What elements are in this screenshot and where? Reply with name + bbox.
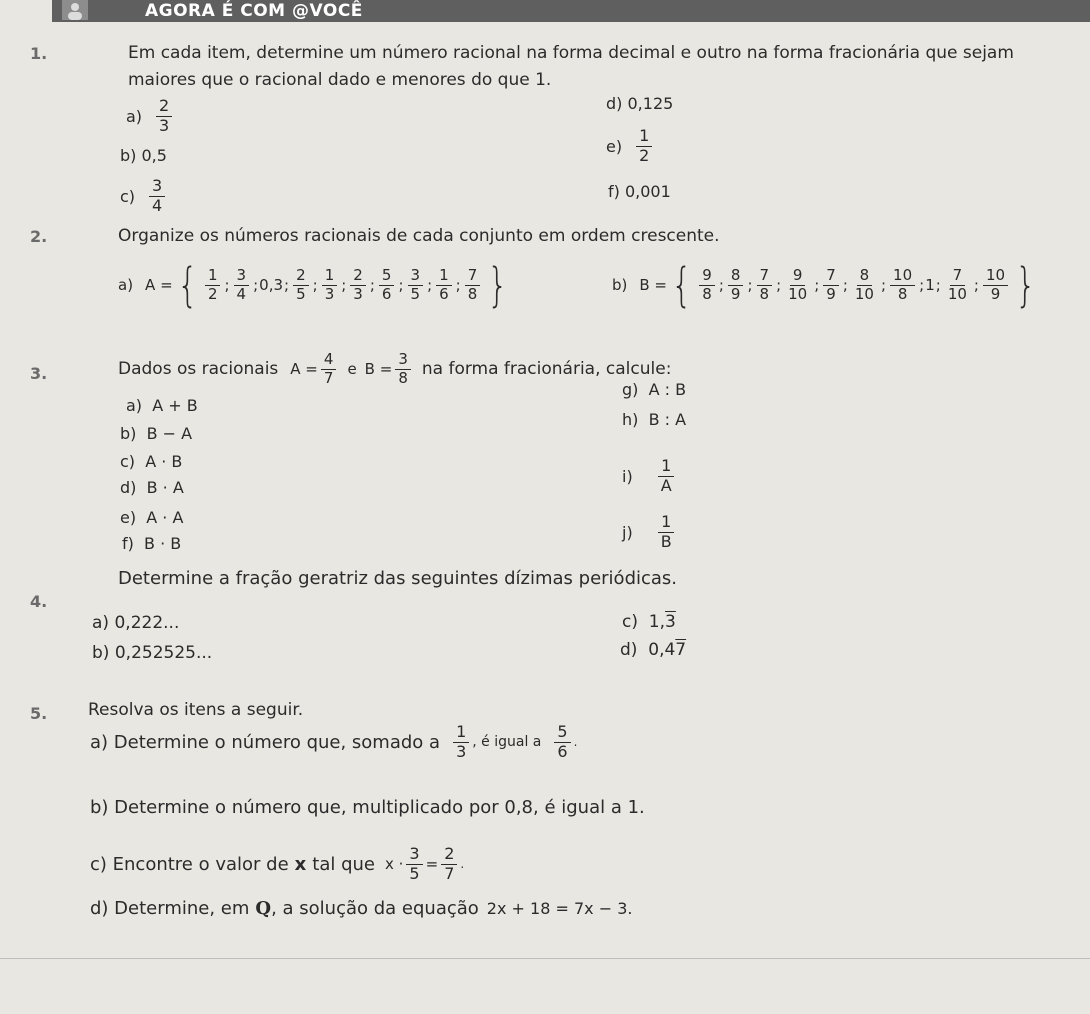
separator: ;: [341, 276, 347, 294]
item-label: a): [118, 276, 134, 294]
fraction: [234, 265, 250, 303]
q3-item-j: [622, 514, 678, 551]
fraction: [441, 843, 457, 883]
numerator: 1: [205, 268, 221, 286]
numerator: 1: [322, 268, 338, 286]
q3-item-e: [120, 508, 183, 527]
item-a-end: .: [573, 735, 578, 749]
numerator: 9: [790, 268, 806, 286]
item-expression: B : A: [648, 410, 687, 429]
question-5-text: Resolva os itens a seguir.: [88, 700, 304, 720]
fraction: [699, 265, 715, 303]
set-b: [612, 258, 1040, 312]
numerator: 1: [658, 514, 674, 533]
numerator: 9: [699, 268, 715, 286]
numerator: 3: [149, 178, 165, 197]
denominator: 3: [159, 115, 170, 135]
question-1-number: 1.: [30, 44, 48, 63]
denominator: 10: [854, 284, 874, 303]
numerator: 3: [408, 268, 424, 286]
item-expression: B − A: [146, 424, 193, 443]
separator: ;: [919, 276, 925, 294]
fraction: [983, 265, 1008, 303]
item-expression: A + B: [152, 396, 198, 415]
fraction: [379, 265, 395, 303]
fraction: [945, 265, 970, 303]
fraction: [406, 843, 422, 883]
separator: ;: [747, 276, 753, 294]
separator: ;: [776, 276, 782, 294]
fraction: [408, 265, 424, 303]
q4-item-d: [620, 640, 686, 660]
item-label: d): [620, 640, 638, 660]
numerator: 5: [379, 268, 395, 286]
separator: ;: [312, 276, 318, 294]
item-c-mid: tal que: [312, 853, 375, 875]
item-a-mid: , é igual a: [472, 734, 542, 750]
q1-item-e: [606, 128, 655, 165]
q3-item-a: [126, 396, 198, 415]
variable-x: x: [294, 853, 307, 875]
denominator: 3: [456, 741, 467, 761]
numerator: 1: [453, 724, 469, 743]
item-c-end: .: [460, 857, 465, 871]
separator: ;: [284, 276, 290, 294]
item-label: a): [126, 396, 143, 415]
separator: ;: [224, 276, 230, 294]
item-label: g): [622, 380, 639, 399]
fraction: [293, 265, 309, 303]
fraction: [205, 265, 221, 303]
item-label: h): [622, 410, 639, 429]
equation: 2x + 18 = 7x − 3.: [486, 899, 633, 918]
fraction: [636, 128, 652, 165]
separator: ;: [253, 276, 259, 294]
numerator: 3: [406, 846, 422, 865]
item-expression: A : B: [648, 380, 687, 399]
item-label: f): [608, 182, 620, 201]
denominator: 8: [759, 284, 770, 303]
denominator: 9: [826, 284, 836, 303]
denominator: 8: [897, 284, 908, 303]
numerator: 2: [293, 268, 309, 286]
page-divider: [0, 958, 1090, 959]
q1-item-f: [608, 182, 671, 201]
numerator: 2: [350, 268, 366, 286]
separator: ;: [369, 276, 375, 294]
denominator: 4: [236, 284, 247, 303]
q5-item-b: b) Determine o número que, multiplicado por 0,8, é igual a 1.: [90, 797, 645, 818]
question-2-number: 2.: [30, 227, 48, 246]
fraction: [149, 178, 165, 215]
item-d-mid: , a solução da equação: [271, 898, 479, 919]
denominator: 5: [409, 863, 420, 883]
q4-item-a: [92, 613, 179, 633]
denominator: 4: [152, 195, 163, 215]
numerator: 7: [823, 268, 839, 286]
item-value: 0,5: [141, 146, 167, 165]
decimal-integer-part: 0,4: [648, 640, 676, 660]
item-label: a): [92, 613, 110, 633]
numerator: 3: [395, 352, 411, 370]
numerator: 10: [890, 268, 915, 286]
item-c-text: c) Encontre o valor de: [90, 853, 289, 875]
denominator: B: [660, 531, 672, 551]
denominator: 8: [398, 368, 408, 387]
denominator: 10: [947, 284, 967, 303]
denominator: 2: [639, 145, 650, 165]
item-label: a): [126, 106, 143, 126]
q1-item-d: [606, 94, 673, 113]
separator: ;: [398, 276, 404, 294]
denominator: 5: [410, 284, 421, 303]
set-a: [118, 258, 513, 312]
item-label: d): [120, 478, 137, 497]
question-3-number: 3.: [30, 364, 48, 383]
question-5-number: 5.: [30, 704, 48, 723]
denominator: 3: [324, 284, 335, 303]
denominator: 3: [353, 284, 363, 303]
q4-item-b: [92, 643, 212, 663]
numerator: 4: [321, 352, 337, 370]
question-2-text: Organize os números racionais de cada conjunto em ordem crescente.: [118, 226, 720, 246]
denominator: A: [660, 475, 672, 495]
numerator: 5: [554, 724, 570, 743]
item-expression: A · A: [146, 508, 184, 527]
fraction: [757, 265, 773, 303]
set-name: A =: [145, 276, 173, 294]
item-label: e): [606, 136, 623, 156]
denominator: 8: [702, 284, 712, 303]
item-label: c): [622, 612, 638, 632]
fraction: [890, 265, 915, 303]
fraction: [322, 265, 338, 303]
item-label: c): [120, 452, 136, 471]
section-title: AGORA É COM @VOCÊ: [145, 1, 363, 21]
separator: ;: [880, 276, 887, 294]
denominator: 7: [323, 368, 334, 387]
repeating-digit: 3: [665, 612, 676, 632]
decimal-integer-part: 1,: [648, 612, 666, 632]
item-label: b): [120, 424, 137, 443]
item-expression: B · B: [144, 534, 182, 553]
var-b-eq: B =: [364, 360, 393, 378]
item-a-text: a) Determine o número que, somado a: [90, 731, 441, 753]
item-value: 0,252525...: [114, 643, 213, 663]
var-a-eq: A =: [290, 360, 318, 378]
repeating-digit: 7: [675, 640, 687, 660]
q1-item-b: [120, 146, 167, 165]
fraction: [852, 265, 877, 303]
denominator: 6: [557, 741, 568, 761]
fraction: [728, 265, 744, 303]
q3-item-g: [622, 380, 686, 399]
fraction: [436, 265, 452, 303]
numerator: 1: [636, 128, 652, 147]
set-value: 1: [925, 276, 935, 294]
fraction: [465, 265, 481, 303]
question-3-statement: [118, 345, 671, 393]
q3-item-b: [120, 424, 192, 443]
separator: ;: [935, 276, 941, 294]
equals-sign: =: [425, 855, 439, 873]
denominator: 8: [467, 284, 478, 303]
q4-item-c: [622, 612, 676, 632]
fraction: [554, 721, 570, 761]
q5-item-a: [90, 716, 577, 768]
item-expression: B · A: [146, 478, 184, 497]
rational-set-symbol: Q: [255, 898, 272, 919]
denominator: 6: [439, 284, 449, 303]
numerator: 7: [950, 268, 966, 286]
item-label: b): [612, 276, 628, 294]
conjunction: e: [347, 360, 357, 378]
numerator: 8: [728, 268, 744, 286]
fraction-b: [395, 349, 411, 387]
separator: ;: [427, 276, 433, 294]
item-label: b): [92, 643, 110, 663]
denominator: 9: [990, 284, 1001, 303]
denominator: 7: [444, 863, 455, 883]
q1-item-c: [120, 178, 168, 215]
item-value: 0,222...: [114, 613, 180, 633]
set-a-elements: [202, 265, 483, 303]
separator: ;: [814, 276, 820, 294]
fraction: [785, 265, 810, 303]
separator: ;: [455, 276, 461, 294]
close-brace: }: [1015, 258, 1036, 312]
denominator: 9: [730, 284, 741, 303]
fraction: [350, 265, 366, 303]
numerator: 2: [156, 98, 172, 117]
item-c-expr: x ·: [385, 855, 404, 873]
fraction: [823, 265, 839, 303]
item-label: i): [622, 466, 633, 486]
q3-item-d: [120, 478, 184, 497]
fraction: [453, 721, 469, 761]
numerator: 1: [658, 458, 674, 477]
open-brace: {: [671, 258, 692, 312]
close-brace: }: [487, 258, 509, 312]
question-1-text-line2: maiores que o racional dado e menores do que 1.: [128, 70, 552, 90]
separator: ;: [718, 276, 724, 294]
q5-item-c: [90, 838, 464, 890]
question-1-text-line1: Em cada item, determine um número racional na forma decimal e outro na forma fracionária que sejam: [128, 43, 1014, 63]
denominator: 2: [207, 284, 218, 303]
item-value: 0,001: [624, 182, 671, 201]
separator: ;: [973, 276, 979, 294]
item-label: b): [120, 146, 137, 165]
q5-item-d: [90, 898, 632, 919]
set-b-elements: [696, 265, 1011, 303]
q3-item-i: [622, 458, 678, 495]
q1-item-a: [126, 98, 175, 135]
numerator: 7: [757, 268, 773, 286]
numerator: 2: [441, 846, 457, 865]
open-brace: {: [177, 258, 198, 312]
q3-item-c: [120, 452, 182, 471]
set-value: 0,3: [259, 276, 284, 294]
item-label: e): [120, 508, 137, 527]
question-4-number: 4.: [30, 592, 48, 611]
set-name: B =: [639, 276, 668, 294]
denominator: 10: [788, 284, 808, 303]
q3-item-f: [122, 534, 181, 553]
denominator: 6: [381, 284, 392, 303]
q3-item-h: [622, 410, 686, 429]
question-4-text: Determine a fração geratriz das seguintes dízimas periódicas.: [118, 568, 678, 589]
fraction: [658, 514, 675, 551]
item-label: j): [622, 522, 633, 542]
question-3-text-post: na forma fracionária, calcule:: [421, 359, 672, 379]
numerator: 1: [436, 268, 452, 286]
item-expression: A · B: [145, 452, 183, 471]
fraction: [658, 458, 675, 495]
question-3-text-pre: Dados os racionais: [118, 359, 279, 379]
item-value: 0,125: [627, 94, 674, 113]
numerator: 10: [983, 268, 1008, 286]
item-label: f): [122, 534, 134, 553]
separator: ;: [842, 276, 848, 294]
denominator: 5: [296, 284, 306, 303]
person-icon: [62, 0, 88, 20]
numerator: 8: [857, 268, 873, 286]
numerator: 7: [465, 268, 481, 286]
item-d-text: d) Determine, em: [90, 898, 250, 919]
fraction: [156, 98, 172, 135]
fraction-a: [321, 349, 337, 387]
item-label: d): [606, 94, 623, 113]
numerator: 3: [234, 268, 250, 286]
item-label: c): [120, 186, 136, 206]
